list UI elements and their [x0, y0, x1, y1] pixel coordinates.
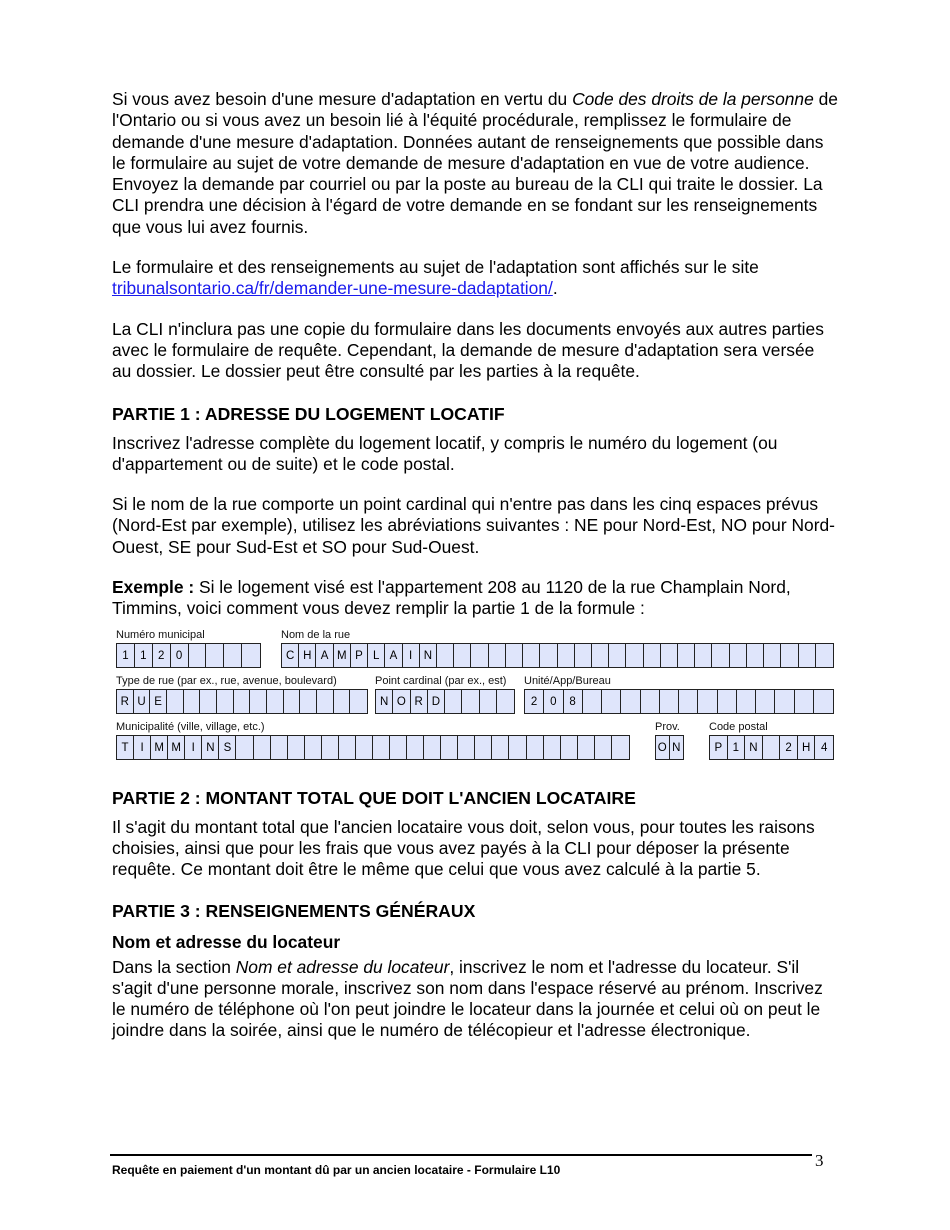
rue-char-box: [506, 644, 523, 667]
type-char-box: [234, 690, 251, 713]
part2-heading: PARTIE 2 : MONTANT TOTAL QUE DOIT L'ANCIEN LOCATAIRE: [112, 787, 636, 808]
example-label: Exemple :: [112, 577, 195, 598]
type-char-box: [184, 690, 201, 713]
numero-char-box: [242, 644, 260, 667]
rue-char-box: [558, 644, 575, 667]
point-char-box: [480, 690, 497, 713]
municipalite-char-box: T: [117, 736, 134, 759]
municipalite-char-box: [322, 736, 339, 759]
footer-title: Requête en paiement d'un montant dû par un ancien locataire - Formulaire L10: [112, 1163, 561, 1177]
type-char-box: [200, 690, 217, 713]
part3-heading: PARTIE 3 : RENSEIGNEMENTS GÉNÉRAUX: [112, 900, 476, 921]
rue-char-box: P: [351, 644, 368, 667]
municipalite-char-box: M: [151, 736, 168, 759]
unite-char-box: [775, 690, 794, 713]
label-type-rue: Type de rue (par ex., rue, avenue, boulevard): [116, 674, 337, 687]
rue-char-box: [712, 644, 729, 667]
rue-char-box: L: [368, 644, 385, 667]
municipalite-char-box: [339, 736, 356, 759]
rue-char-box: [626, 644, 643, 667]
label-code-postal: Code postal: [709, 720, 768, 733]
type-char-box: [334, 690, 351, 713]
type-char-box: [317, 690, 334, 713]
code-char-box: N: [745, 736, 763, 759]
point-char-box: N: [376, 690, 393, 713]
label-prov: Prov.: [655, 720, 680, 733]
type-char-box: [250, 690, 267, 713]
point-char-box: [445, 690, 462, 713]
numero-char-box: 1: [135, 644, 153, 667]
code-char-box: 1: [728, 736, 746, 759]
municipalite-char-box: [595, 736, 612, 759]
point-cardinal-boxes: [375, 689, 515, 714]
part1-paragraph-1: Inscrivez l'adresse complète du logement locatif, y compris le numéro du logement (ou d'appartement ou de suite) et le code postal.: [112, 432, 778, 474]
rue-char-box: [540, 644, 557, 667]
municipalite-char-box: [561, 736, 578, 759]
code-char-box: P: [710, 736, 728, 759]
accommodation-link[interactable]: tribunalsontario.ca/fr/demander-une-mesure-dadaptation/: [112, 278, 553, 299]
point-char-box: O: [393, 690, 410, 713]
unite-char-box: 0: [544, 690, 563, 713]
rue-char-box: [609, 644, 626, 667]
unite-char-box: 8: [564, 690, 583, 713]
prov-char-box: N: [672, 741, 681, 754]
municipalite-char-box: [305, 736, 322, 759]
code-char-box: H: [798, 736, 816, 759]
point-char-box: [462, 690, 479, 713]
point-char-box: D: [428, 690, 445, 713]
municipalite-char-box: [544, 736, 561, 759]
point-char-box: R: [411, 690, 428, 713]
rue-char-box: [816, 644, 833, 667]
rue-char-box: [592, 644, 609, 667]
numero-char-box: [224, 644, 242, 667]
municipalite-char-box: [271, 736, 288, 759]
numero-char-box: 2: [153, 644, 171, 667]
label-point-cardinal: Point cardinal (par ex., est): [375, 674, 507, 687]
rue-char-box: [437, 644, 454, 667]
type-char-box: R: [117, 690, 134, 713]
type-char-box: [300, 690, 317, 713]
code-char-box: 2: [780, 736, 798, 759]
part3-text: Dans la section: [112, 956, 236, 977]
municipalite-char-box: [356, 736, 373, 759]
rue-char-box: [575, 644, 592, 667]
unite-char-box: 2: [525, 690, 544, 713]
rue-char-box: [799, 644, 816, 667]
municipalite-char-box: [527, 736, 544, 759]
municipalite-char-box: [578, 736, 595, 759]
rue-char-box: [523, 644, 540, 667]
type-char-box: [217, 690, 234, 713]
rue-char-box: A: [316, 644, 333, 667]
numero-char-box: 1: [117, 644, 135, 667]
label-numero-municipal: Numéro municipal: [116, 628, 205, 641]
prov-boxes: [655, 735, 684, 760]
municipalite-char-box: [424, 736, 441, 759]
municipalite-char-box: [373, 736, 390, 759]
municipalite-char-box: [407, 736, 424, 759]
unite-char-box: [660, 690, 679, 713]
unite-char-box: [621, 690, 640, 713]
part1-heading: PARTIE 1 : ADRESSE DU LOGEMENT LOCATIF: [112, 403, 505, 424]
type-char-box: [350, 690, 367, 713]
municipalite-boxes: [116, 735, 630, 760]
rue-char-box: [661, 644, 678, 667]
type-char-box: [267, 690, 284, 713]
unite-char-box: [795, 690, 814, 713]
unite-char-box: [698, 690, 717, 713]
unite-char-box: [756, 690, 775, 713]
intro-paragraph-1: [112, 89, 838, 238]
rue-char-box: M: [334, 644, 351, 667]
intro-italic-code: Code des droits de la personne: [572, 89, 814, 109]
intro-text-cont: de l'Ontario ou si vous avez un besoin lié à l'équité procédurale, remplissez le formulaire de demande d'une mesure d'adaptation. Données autant de renseignements que possible dans le formulaire au sujet de votre demande de mesure d'adaptation en vue de votre audience. Envoyez la demande par courriel ou par la poste au bureau de la CLI qui traite le dossier. La CLI prendra une décision à l'égard de votre demande en se fondant sur les renseignements que vous lui avez fournis.: [112, 89, 838, 237]
unite-char-box: [737, 690, 756, 713]
rue-char-box: [781, 644, 798, 667]
type-char-box: E: [150, 690, 167, 713]
rue-char-box: [747, 644, 764, 667]
municipalite-char-box: S: [219, 736, 236, 759]
type-char-box: [284, 690, 301, 713]
numero-char-box: 0: [171, 644, 189, 667]
numero-char-box: [206, 644, 224, 667]
rue-char-box: N: [420, 644, 437, 667]
part2-paragraph: Il s'agit du montant total que l'ancien locataire vous doit, selon vous, pour toutes les raisons choisies, ainsi que pour les frais que vous avez payés à la CLI pour déposer la présente requête. Ce montant doit être le même que celui que vous avez calculé à la partie 5.: [112, 816, 815, 880]
nom-rue-boxes: [281, 643, 834, 668]
unite-boxes: [524, 689, 834, 714]
unite-char-box: [679, 690, 698, 713]
municipalite-char-box: [390, 736, 407, 759]
rue-char-box: [764, 644, 781, 667]
municipalite-char-box: I: [185, 736, 202, 759]
rue-char-box: C: [282, 644, 299, 667]
numero-municipal-boxes: [116, 643, 261, 668]
unite-char-box: [641, 690, 660, 713]
municipalite-char-box: [288, 736, 305, 759]
municipalite-char-box: [492, 736, 509, 759]
intro-paragraph-2: [112, 257, 838, 300]
part3-paragraph: [112, 957, 838, 1042]
rue-char-box: I: [403, 644, 420, 667]
unite-char-box: [602, 690, 621, 713]
intro-text: Le formulaire et des renseignements au sujet de l'adaptation sont affichés sur le site: [112, 257, 759, 278]
rue-char-box: [489, 644, 506, 667]
label-nom-rue: Nom de la rue: [281, 628, 351, 641]
unite-char-box: [583, 690, 602, 713]
municipalite-char-box: I: [134, 736, 151, 759]
municipalite-char-box: [236, 736, 253, 759]
rue-char-box: [678, 644, 695, 667]
code-char-box: 4: [820, 741, 828, 754]
part3-text-cont: , inscrivez le nom et l'adresse du locateur. S'il s'agit d'une personne morale, inscrivez son nom dans l'espace réservé au prénom. Inscrivez le numéro de téléphone où l'on peut joindre le locateur dans la journée et celui où on peut le joindre dans la soirée, ainsi que le numéro de télécopieur et l'adresse électronique.: [112, 956, 823, 1041]
rue-char-box: [695, 644, 712, 667]
municipalite-char-box: [509, 736, 526, 759]
unite-char-box: [718, 690, 737, 713]
footer-rule: [110, 1154, 812, 1156]
type-char-box: U: [134, 690, 151, 713]
part1-paragraph-2: Si le nom de la rue comporte un point cardinal qui n'entre pas dans les cinq espaces prévus (Nord-Est par exemple), utilisez les abréviations suivantes : NE pour Nord-Est, NO pour Nord-Ouest, SE pour Sud-Est et SO pour Sud-Ouest.: [112, 494, 835, 557]
type-char-box: [167, 690, 184, 713]
municipalite-char-box: [458, 736, 475, 759]
municipalite-char-box: [441, 736, 458, 759]
page-content: [112, 89, 838, 1042]
example-text: Si le logement visé est l'appartement 208 au 1120 de la rue Champlain Nord, Timmins, voici comment vous devez remplir la partie 1 de la formule :: [112, 577, 791, 619]
part1-example: [112, 577, 838, 620]
rue-char-box: [644, 644, 661, 667]
prov-char-box: O: [656, 736, 670, 759]
municipalite-char-box: [475, 736, 492, 759]
label-unite: Unité/App/Bureau: [524, 674, 611, 687]
rue-char-box: H: [299, 644, 316, 667]
type-rue-boxes: [116, 689, 368, 714]
rue-char-box: [730, 644, 747, 667]
part3-subheading: Nom et adresse du locateur: [112, 931, 341, 952]
page-number: 3: [815, 1151, 824, 1170]
rue-char-box: [471, 644, 488, 667]
numero-char-box: [189, 644, 207, 667]
municipalite-char-box: [612, 736, 629, 759]
point-char-box: [497, 690, 514, 713]
rue-char-box: [454, 644, 471, 667]
example-address-form: [112, 629, 838, 761]
municipalite-char-box: [254, 736, 271, 759]
municipalite-char-box: N: [202, 736, 219, 759]
intro-paragraph-3: La CLI n'inclura pas une copie du formulaire dans les documents envoyés aux autres parties avec le formulaire de requête. Cependant, la demande de mesure d'adaptation sera versée au dossier. Le dossier peut être consulté par les parties à la requête.: [112, 318, 824, 382]
intro-text-end: .: [552, 278, 558, 299]
label-municipalite: Municipalité (ville, village, etc.): [116, 720, 265, 733]
unite-char-box: [814, 690, 833, 713]
rue-char-box: A: [385, 644, 402, 667]
code-postal-boxes: [709, 735, 834, 760]
code-char-box: [763, 736, 781, 759]
part3-italic: Nom et adresse du locateur: [235, 956, 450, 977]
municipalite-char-box: M: [168, 736, 185, 759]
intro-text: Si vous avez besoin d'une mesure d'adaptation en vertu du: [112, 89, 573, 109]
